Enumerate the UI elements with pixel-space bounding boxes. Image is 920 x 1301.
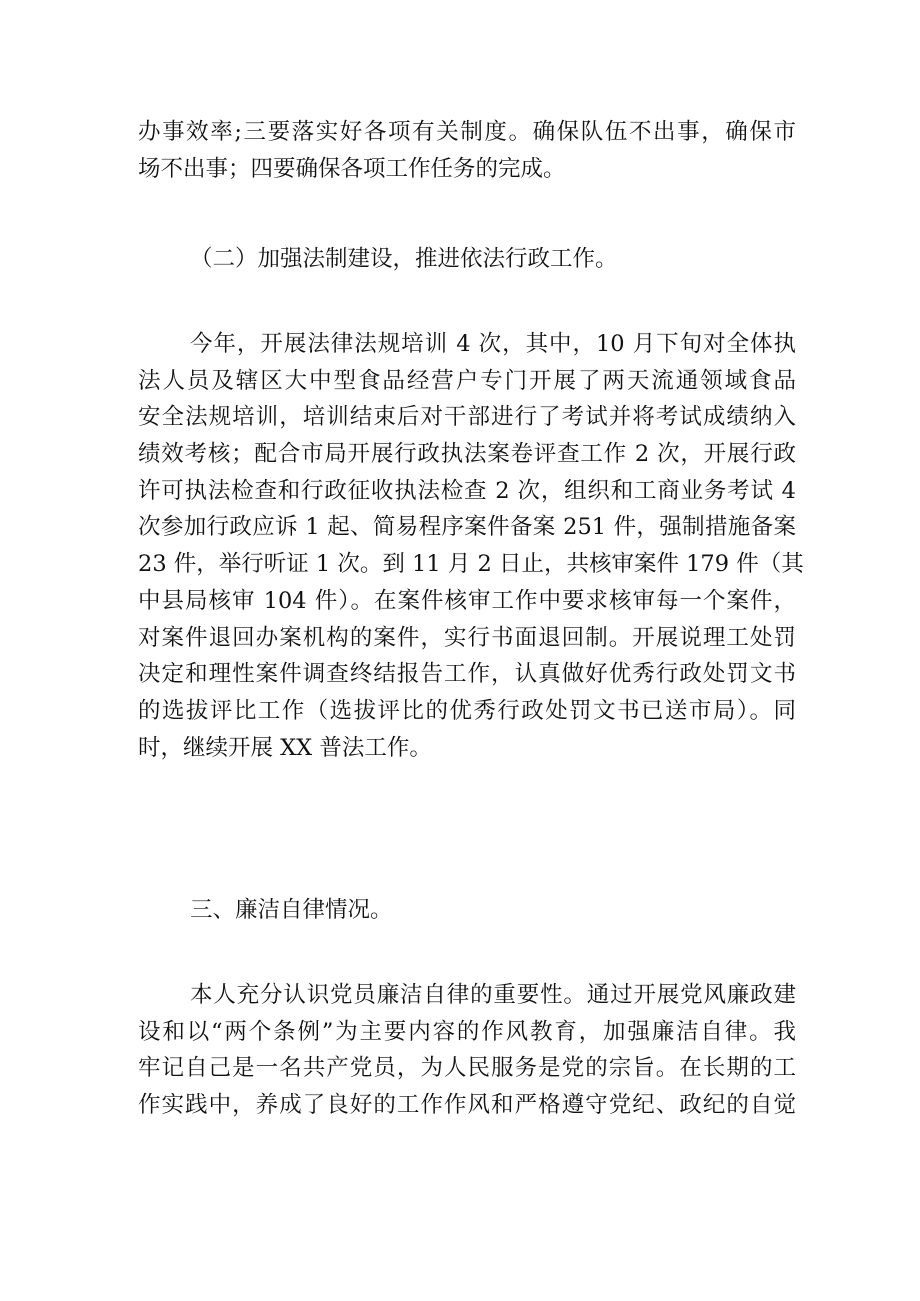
text-line: 绩效考核；配合市局开展行政执法案卷评查工作 2 次，开展行政	[138, 441, 796, 468]
text-line: 的选拔评比工作（选拔评比的优秀行政处罚文书已送市局）。同	[138, 697, 796, 724]
text-line: 对案件退回办案机构的案件，实行书面退回制。开展说理工处罚	[138, 624, 796, 651]
text-line: 场不出事；四要确保各项工作任务的完成。	[138, 155, 566, 182]
text-line: 牢记自己是一名共产党员，为人民服务是党的宗旨。在长期的工	[138, 1055, 796, 1082]
paragraph-legal-training	[138, 326, 804, 766]
text-line: 23 件，举行听证 1 次。到 11 月 2 日止，共核审案件 179 件（其	[138, 551, 804, 578]
text-line: 次参加行政应诉 1 起、简易程序案件备案 251 件，强制措施备案	[138, 514, 796, 541]
paragraph-work-efficiency	[138, 114, 796, 187]
section-heading-legal-construction: （二）加强法制建设，推进依法行政工作。	[190, 246, 618, 272]
text-line: 设和以“两个条例”为主要内容的作风教育，加强廉洁自律。我	[138, 1018, 796, 1045]
text-line: 办事效率;三要落实好各项有关制度。确保队伍不出事，确保市	[138, 119, 796, 145]
text-line: 今年，开展法律法规培训 4 次，其中，10 月下旬对全体执	[190, 331, 796, 357]
text-line: 中县局核审 104 件）。在案件核审工作中要求核审每一个案件，	[138, 587, 796, 614]
text-line: 时，继续开展 XX 普法工作。	[138, 734, 432, 761]
text-line: 作实践中，养成了良好的工作作风和严格遵守党纪、政纪的自觉	[138, 1092, 796, 1119]
text-line: 安全法规培训，培训结束后对干部进行了考试并将考试成绩纳入	[138, 404, 796, 431]
text-line: 许可执法检查和行政征收执法检查 2 次，组织和工商业务考试 4	[138, 477, 796, 504]
paragraph-integrity-discipline	[138, 977, 796, 1124]
text-line: 本人充分认识党员廉洁自律的重要性。通过开展党风廉政建	[190, 982, 796, 1008]
section-heading-integrity: 三、廉洁自律情况。	[190, 897, 393, 923]
text-line: 决定和理性案件调查终结报告工作，认真做好优秀行政处罚文书	[138, 661, 796, 688]
text-line: 法人员及辖区大中型食品经营户专门开展了两天流通领域食品	[138, 367, 796, 394]
